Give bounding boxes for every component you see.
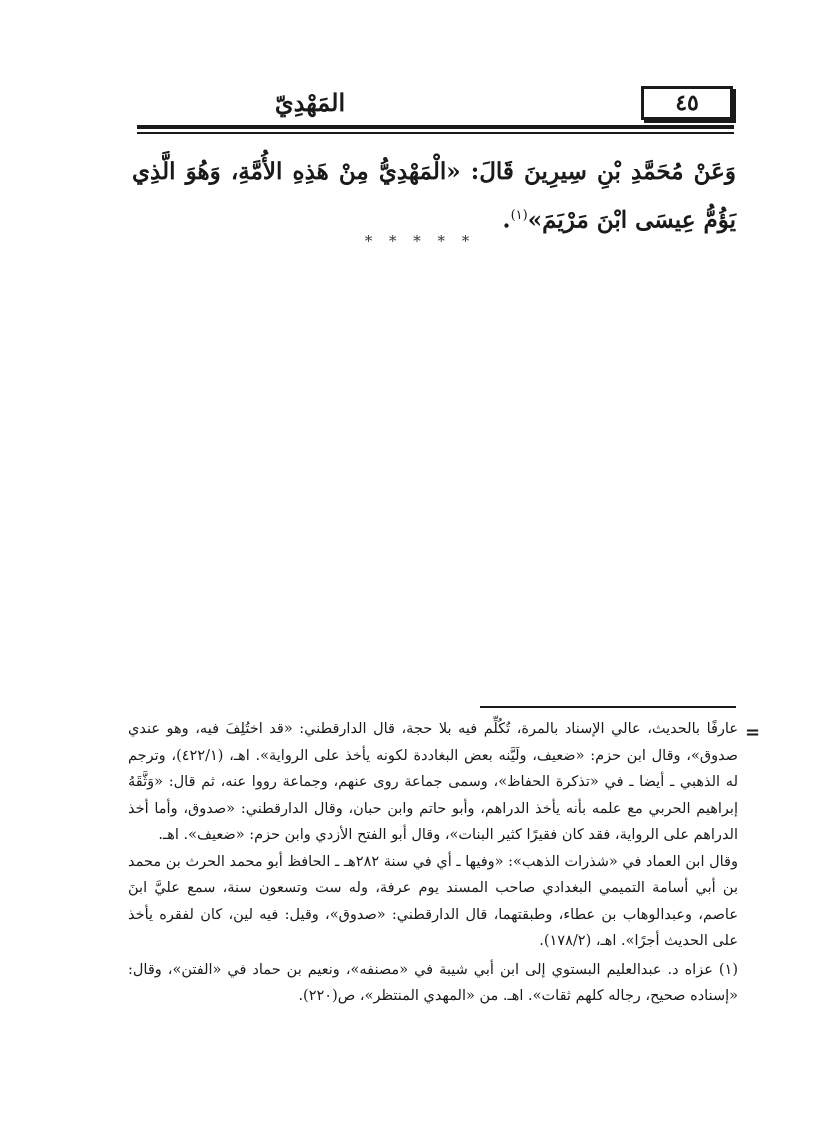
footnote-1-marker: (١)	[718, 961, 739, 978]
footnotes-section	[128, 716, 738, 1010]
header-rule-thin	[137, 132, 734, 134]
running-title: المَهْدِيّ	[274, 88, 346, 117]
footnote-reference: (١)	[510, 208, 528, 223]
footnote-paragraph-2: وقال ابن العماد في «شذرات الذهب»: «وفيها ـ أي في سنة ٢٨٢هـ ـ الحافظ أبو محمد الحرث بن محمد بن أبي أسامة التميمي البغدادي صاحب المسند يوم عرفة، وله ست وتسعون سنة، سمع عليَّ ابنَ عاصم، وعبدالوهاب بن عطاء، وطبقتهما، قال الدارقطني: «صدوق»، وقيل: فيه لين، كان لفقره يأخذ على الحديث أجرًا». اهـ، (١٧٨/٢).	[128, 853, 738, 949]
section-separator: * * * * *	[364, 232, 476, 250]
hadith-text: وَعَنْ مُحَمَّدِ بْنِ سِيرِينَ قَالَ: «الْمَهْدِيُّ مِنْ هَذِهِ الأُمَّةِ، وَهُوَ الَّذِي يَؤُمُّ عِيسَى ابْنَ مَرْيَمَ»	[132, 158, 736, 234]
footnote-continuation-mark: =	[745, 722, 761, 743]
hadith-end-punctuation: .	[502, 206, 511, 234]
scan-speck	[512, 516, 520, 522]
page-number	[641, 86, 733, 120]
page-number-text: ٤٥	[675, 90, 699, 116]
footnote-paragraph-1: عارفًا بالحديث، عالي الإسناد بالمرة، تُكُلِّم فيه بلا حجة، قال الدارقطني: «قد اختُلِفَ فيه، وهو عندي صدوق»، وقال ابن حزم: «ضعيف، ولَيَّنه بعض البغاددة لكونه يأخذ على الرواية». اهـ، (٤٢٢/١)، وترجم له الذهبي ـ أيضا ـ في «تذكرة الحفاظ»، وسمى جماعة روى عنهم، وجماعة رووا عنه، ثم قال: «وَثَّقَهُ إبراهيم الحربي مع علمه بأنه يأخذ الدراهم، وأبو حاتم وابن حبان، وقال الدارقطني: «صدوق، وأما أخذ الدراهم على الرواية، فقد كان فقيرًا كثير البنات»، وقال أبو الفتح الأزدي وابن حزم: «ضعيف». اهـ.	[128, 721, 738, 843]
footnote-1	[128, 957, 738, 1010]
footnote-1-text: عزاه د. عبدالعليم البستوي إلى ابن أبي شيبة في «مصنفه»، ونعيم بن حماد في «الفتن»، وقال: «إسناده صحيح، رجاله كلهم ثقات». اهـ. من «المهدي المنتظر»، ص(٢٢٠).	[128, 961, 738, 1004]
footnote-divider	[480, 706, 736, 708]
header-rule-thick	[137, 125, 734, 129]
hadith-paragraph	[132, 150, 736, 243]
